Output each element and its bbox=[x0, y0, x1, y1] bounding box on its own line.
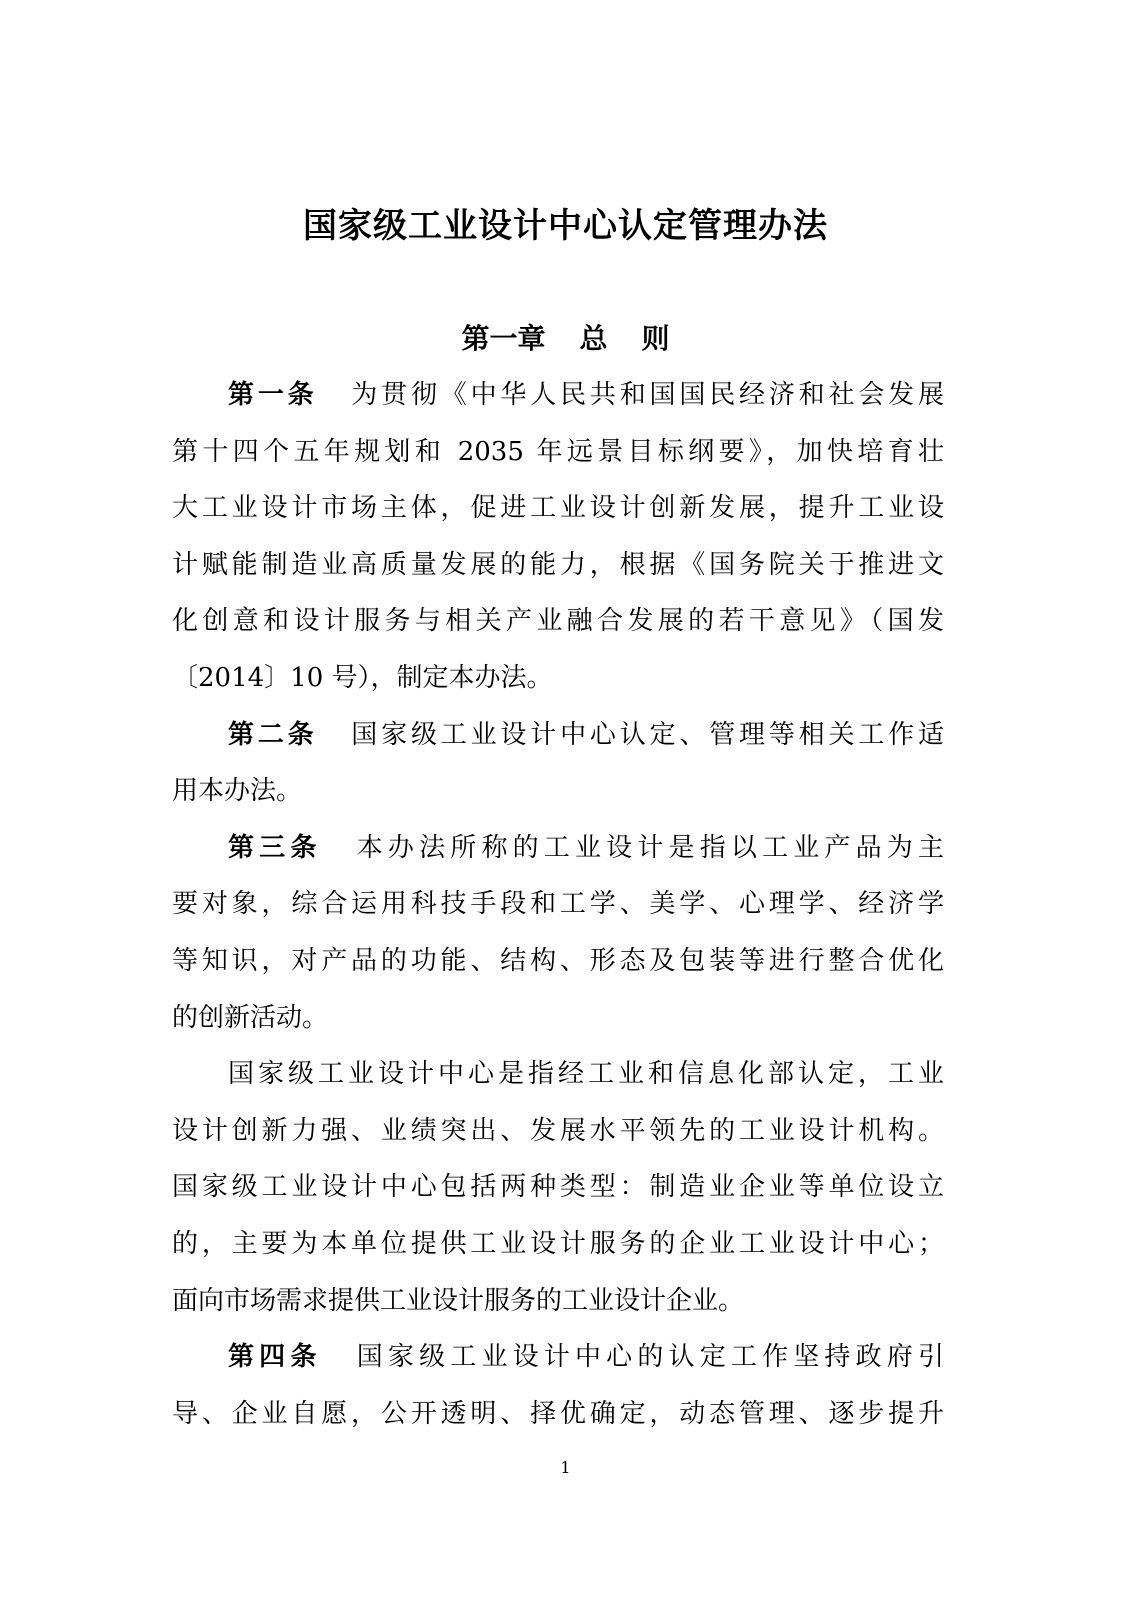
text-line: 的，主要为本单位提供工业设计服务的企业工业设计中心； bbox=[172, 1228, 944, 1259]
article-label: 第四条 bbox=[228, 1342, 322, 1373]
page-number: 1 bbox=[560, 1458, 571, 1477]
line-text: 国家级工业设计中心的认定工作坚持政府引 bbox=[351, 1342, 944, 1373]
chapter-name-part1: 总 bbox=[579, 322, 608, 355]
chapter-heading bbox=[0, 314, 1131, 364]
article-label: 第二条 bbox=[228, 719, 318, 750]
text-line bbox=[172, 820, 944, 877]
line-text: 国家级工业设计中心认定、管理等相关工作适 bbox=[347, 719, 944, 750]
text-line: 国家级工业设计中心是指经工业和信息化部认定，工业 bbox=[228, 1059, 944, 1090]
text-line: 化创意和设计服务与相关产业融合发展的若干意见》（国发 bbox=[172, 606, 944, 637]
text-line: 计赋能制造业高质量发展的能力，根据《国务院关于推进文 bbox=[172, 549, 944, 580]
article-2 bbox=[172, 707, 944, 820]
text-line: 大工业设计市场主体，促进工业设计创新发展，提升工业设 bbox=[172, 493, 944, 524]
line-text: 本办法所称的工业设计是指以工业产品为主 bbox=[351, 832, 944, 863]
text-line: 要对象，综合运用科技手段和工学、美学、心理学、经济学 bbox=[172, 889, 944, 920]
article-3 bbox=[172, 820, 944, 1046]
article-4 bbox=[172, 1329, 944, 1442]
article-label: 第三条 bbox=[228, 832, 322, 863]
text-line: 面向市场需求提供工业设计服务的工业设计企业。 bbox=[172, 1285, 745, 1316]
text-line: 等知识，对产品的功能、结构、形态及包装等进行整合优化 bbox=[172, 945, 944, 976]
text-line: 设计创新力强、业绩突出、发展水平领先的工业设计机构。 bbox=[172, 1115, 944, 1146]
text-line bbox=[172, 707, 944, 764]
chapter-prefix: 第一章 bbox=[461, 322, 546, 355]
chapter-name-part2: 则 bbox=[641, 322, 670, 355]
article-1 bbox=[172, 367, 944, 707]
text-line: 的创新活动。 bbox=[172, 1002, 329, 1033]
document-body bbox=[172, 367, 944, 1442]
text-line: 导、企业自愿，公开透明、择优确定，动态管理、逐步提升 bbox=[172, 1398, 944, 1429]
text-line: 〔2014〕10 号），制定本办法。 bbox=[172, 662, 553, 693]
text-line bbox=[172, 1329, 944, 1386]
text-line bbox=[172, 367, 944, 424]
text-line: 用本办法。 bbox=[172, 776, 303, 807]
text-line: 第十四个五年规划和 2035 年远景目标纲要》，加快培育壮 bbox=[172, 436, 944, 467]
line-text: 为贯彻《中华人民共和国国民经济和社会发展 bbox=[347, 380, 944, 410]
text-line: 国家级工业设计中心包括两种类型：制造业企业等单位设立 bbox=[172, 1172, 944, 1203]
document-title: 国家级工业设计中心认定管理办法 bbox=[303, 206, 828, 246]
article-3-paragraph-2 bbox=[172, 1046, 944, 1329]
article-label: 第一条 bbox=[228, 380, 318, 410]
